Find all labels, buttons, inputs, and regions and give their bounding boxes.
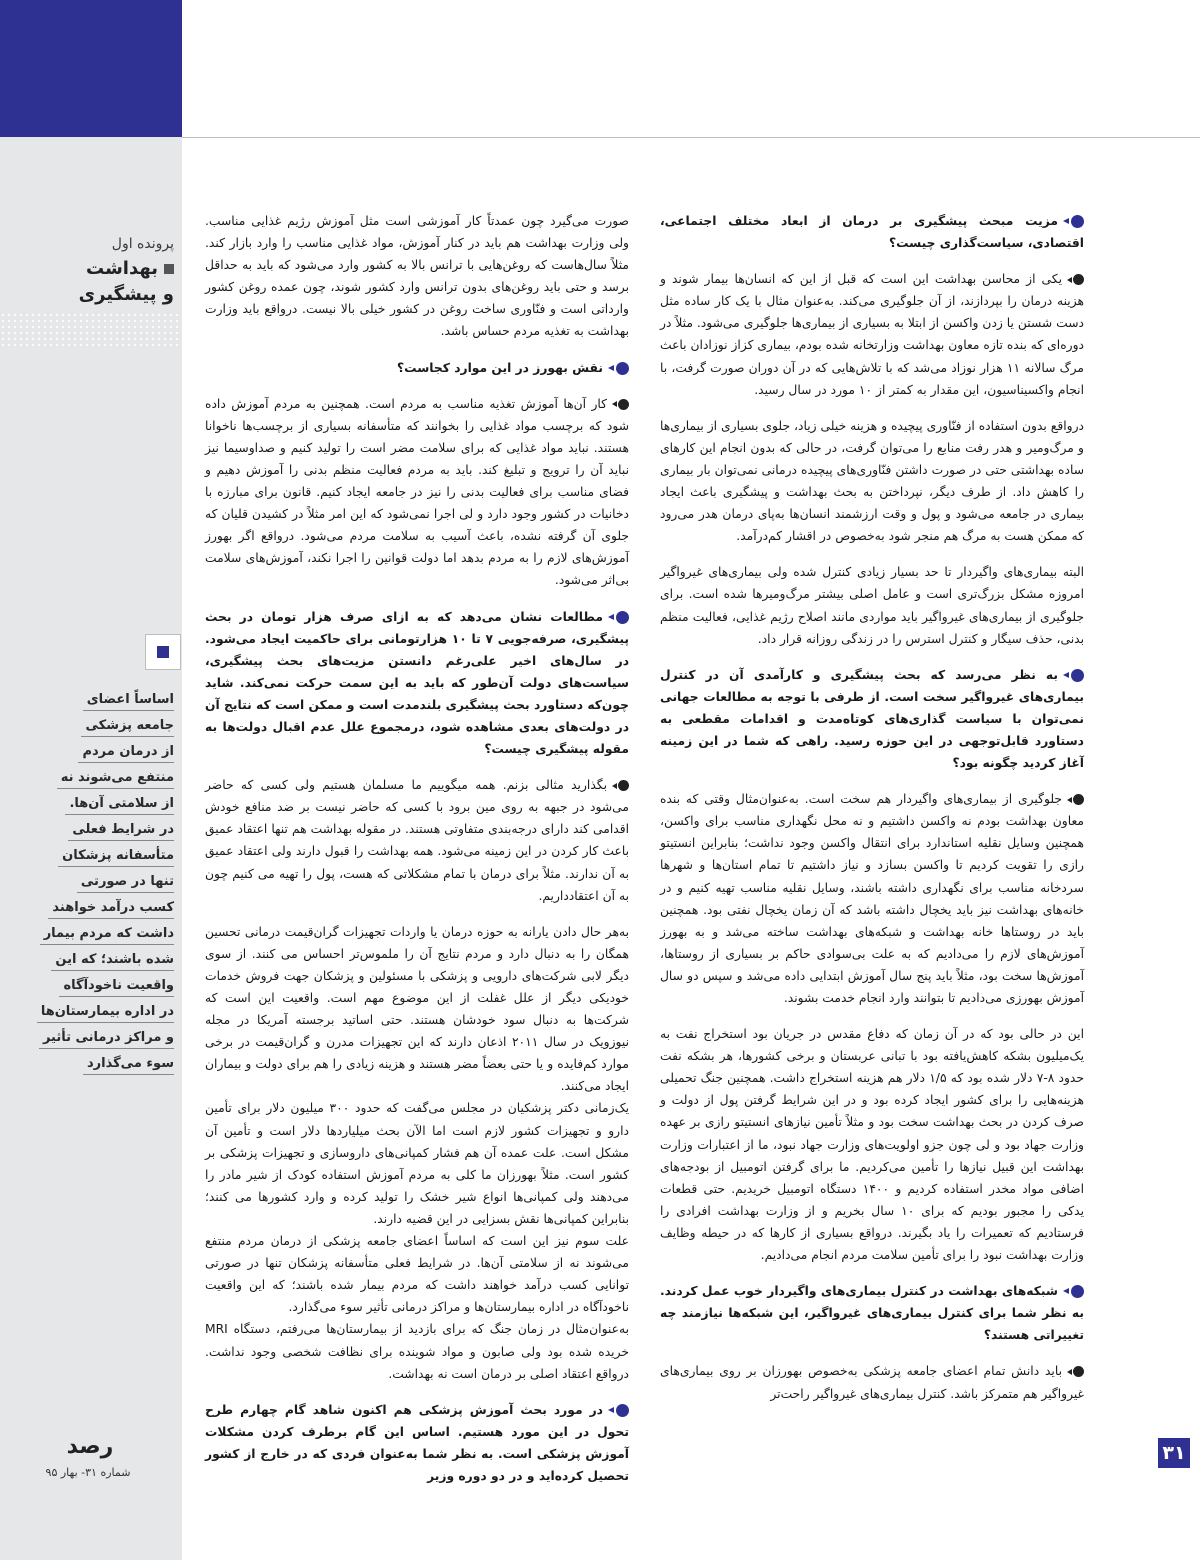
pull-quote-line [6,922,174,945]
interview-question [205,1399,629,1487]
answer-arrow-icon [611,399,629,410]
interview-answer [205,774,629,907]
pull-quote-text: اساساً اعضای [83,691,174,711]
paragraph-text: این در حالی بود که در آن زمان که دفاع مقدس در جریان بود استخراج نفت به یک‌میلیون بشکه کاهش‌یافته بود با تبانی عربستان و برخی کشورها، هر بشکه نفت حدود ۸-۷ دلار شده بود که ۱/۵ دلار هم هزینه استخراج داشت. همچنین جنگ تحمیلی هزینه‌هایی را برای کشور ایجاد کرده بود و در این شرایط گرفتن پول از دولت و صرف کردن در بحث بهداشت سخت بود و مثلاً تأمین نیازهای انستیتو رازی بر عهده وزارت جهاد بود و لی چون جزو اولویت‌های وزارت جهاد نبود، ما از اعتبارات وزارت بهداشت این قبیل نیازها را تأمین می‌کردیم. ما برای گرفتن اتومبیل از بودجه‌های اضافی مواد مخدر استفاده کردیم و ۱۴۰۰ دستگاه اتومبیل خریدیم. حتی قطعات یدکی را مجبور بودیم که برای ۱۰ سال بخریم و از وزارت بهداشت افرادی را فرستادیم که تعمیرات را یاد بگیرند. درواقع بسیاری از کارها که در حیطه وظایف وزارت بهداشت نبود را برای تأمین سلامت مردم انجام می‌دادیم. [660,1027,1084,1263]
pull-quote-text: کسب درآمد خواهند [48,899,174,919]
section-title [8,256,174,308]
body-paragraph [205,1318,629,1384]
sound-arrow-icon [607,611,629,624]
section-title-line-1: بهداشت [86,258,158,279]
pull-quote-line [6,766,174,789]
pull-quote [6,688,174,1078]
sound-arrow-icon [607,362,629,375]
paragraph-text: مزیت مبحث پیشگیری بر درمان از ابعاد مختلف اجتماعی، اقتصادی، سیاست‌گذاری چیست؟ [660,214,1084,251]
pull-quote-text: تنها در صورتی [77,873,174,893]
square-bullet-icon [164,264,174,274]
paragraph-text: البته بیماری‌های واگیردار تا حد بسیار زیادی کنترل شده ولی بیماری‌های غیرواگیر امروزه مشکل بزرگ‌تری است و عامل اصلی بیشتر مرگ‌ومیرها شده است. برای جلوگیری از بیماری‌های غیرواگیر باید مواردی مانند اصلاح رژیم غذایی، فعالیت منظم بدنی، حذف سیگار و کنترل استرس را در زندگی روزانه قرار داد. [660,565,1084,646]
pull-quote-line [6,1000,174,1023]
pull-quote-line [6,870,174,893]
interview-answer [205,393,629,592]
square-marker-icon [157,646,169,658]
paragraph-text: به نظر می‌رسد که بحث پیشگیری و کارآمدی آن در کنترل بیماری‌های غیرواگیر سخت است. از طرفی با توجه به مطالعات جهانی نمی‌توان با سیاست گذاری‌های کوتاه‌مدت و اقدامات مقطعی به دستاورد قابل‌توجهی در این حوزه رسید. راهی که شما در این زمینه آغاز کردید چگونه بود؟ [660,667,1084,771]
pull-quote-text: منتفع می‌شوند نه [57,769,174,789]
interview-question [660,210,1084,254]
interview-answer [660,788,1084,1009]
pull-quote-text: در اداره بیمارستان‌ها [37,1003,174,1023]
pull-quote-line [6,740,174,763]
body-paragraph [205,1097,629,1230]
pull-quote-text: و مراکز درمانی تأثیر [39,1029,174,1049]
paragraph-text: بگذارید مثالی بزنم. همه میگوییم ما مسلمان هستیم ولی کسی که حاضر می‌شود در جبهه به روی مین برود با کسی که حاضر نیست بر ضد منافع خودش اقدامی کند دارای درجه‌بندی متفاوتی هستند. در مقوله بهداشت هم تنها اعتقاد عمیق باعث کار کردن در این زمینه می‌شود. همه بهداشت را قبول دارند ولی اعتقاد عمیق به آن ندارند. مثلاً برای درمان با تمام مشکلاتی که هست، پول را تهیه می کنیم چون به آن اعتقادداریم. [205,778,629,903]
pull-quote-line [6,948,174,971]
interview-question [205,606,629,761]
answer-arrow-icon [1066,794,1084,805]
paragraph-text: صورت می‌گیرد چون عمدتاً کار آموزشی است مثل آموزش رژیم غذایی مناسب. ولی وزارت بهداشت هم باید در کنار آموزش، مواد غذایی مناسب را وارد بازار کند. مثلاً سال‌هاست که روغن‌هایی با ترانس بالا به کشور وارد می‌شود که باید به حداقل برسد و حتی باید روغن‌های بدون ترانس وارد کشور شوند، چون عمده روغن کشور وارداتی است و فنّاوری ساخت روغن در کشور خیلی بالا نیست. درواقع باید وزارت بهداشت به تغذیه مردم حساس باشد. [205,214,629,339]
pull-quote-marker [145,634,181,670]
pull-quote-text: سوء می‌گذارد [83,1055,174,1075]
pull-quote-text: شده باشند؛ که این [51,951,174,971]
article-column-left [205,210,629,1501]
sound-arrow-icon [1062,215,1084,228]
interview-answer [660,268,1084,401]
pull-quote-text: واقعیت ناخودآگاه [59,977,174,997]
paragraph-text: باید دانش تمام اعضای جامعه پزشکی به‌خصوص بهورزان بر روی بیماری‌های غیرواگیر هم متمرکز باشد. کنترل بیماری‌های غیرواگیر راحت‌تر [660,1364,1084,1401]
pull-quote-text: از سلامتی آن‌ها. [65,795,174,815]
pull-quote-text: متأسفانه پزشکان [58,847,174,867]
issue-info: شماره ۳۱- بهار ۹۵ [45,1466,131,1479]
interview-answer [660,1360,1084,1404]
pull-quote-line [6,818,174,841]
answer-arrow-icon [1066,274,1084,285]
pull-quote-text: از درمان مردم [78,743,174,763]
paragraph-text: کار آن‌ها آموزش تغذیه مناسب به مردم است. همچنین به مردم آموزش داده شود که برچسب مواد غذایی را بخوانند که متأسفانه بسیاری از برچسب‌ها ناخوانا هستند. نباید مواد غذایی که برای سلامت مضر است را تولید کنیم و صداوسیما نیز نباید آن را ترویج و تبلیغ کند. باید به مردم فعالیت منظم بدنی را آموزش دهیم و فضای مناسب برای فعالیت بدنی را نیز در جامعه ایجاد کنیم. قانون برای مبارزه با دخانیات در کشور وجود دارد و لی اجرا نمی‌شود که این امر مثلاً در کشیدن قلیان که جلوی آن گرفته نشده، باعث آسیب به سلامت مردم می‌شود. درواقع اگر بهورز آموزش‌های لازم را به مردم بدهد اما دولت قوانین را اجرا نکند، آموزش‌های سلامت بی‌اثر می‌شود. [205,396,629,588]
answer-arrow-icon [611,780,629,791]
pull-quote-line [6,1052,174,1075]
sound-arrow-icon [1062,669,1084,682]
interview-question [660,664,1084,774]
paragraph-text: به‌هر حال دادن یارانه به حوزه درمان یا واردات تجهیزات گران‌قیمت درمانی تحسین همگان را به دنبال دارد و مردم نتایج آن را ملموس‌تر احساس می کنند. از سوی دیگر لابی شرکت‌های دارویی و پزشکی با مسئولین و پزشکان جهت فروش خدمات خودیکی دیگر از علل غفلت از این موضوع مهم است. واقعیت این است که شرکت‌ها به دنبال سود خودشان هستند. حتی اساتید برجسته آمریکا در مجله نیوزویک در سال ۲۰۱۱ اذعان دارند که این تجهیزات مدرن و گران‌قیمت در برخی موارد کم‌فایده و یا حتی بعضاً مضر هستند و هزینه زیادی را هم برای دولت و بیماران ایجاد می‌کنند. [205,924,630,1094]
body-paragraph [205,1230,629,1318]
page-number: ۳۱ [1158,1438,1190,1468]
article-column-right [660,210,1084,1419]
paragraph-text: نقش بهورز در این موارد کجاست؟ [397,360,603,375]
pull-quote-text: داشت که مردم بیمار [40,925,174,945]
interview-question [205,357,629,379]
dot-pattern-band [0,312,182,350]
header-color-band [0,0,182,137]
header-rule [182,137,1200,138]
paragraph-text: مطالعات نشان می‌دهد که به ازای صرف هزار تومان در بحث پیشگیری، صرفه‌جویی ۷ تا ۱۰ هزارتومانی برای حاکمیت ایجاد می‌شود. در سال‌های اخیر علی‌رغم دانستن مزیت‌های بحث پیشگیری، سیاست‌های دولت آن‌طور که باید به این سمت حرکت نمی‌کند. شاید چون‌که دستاورد بحث پیشگیری بلندمدت است و ممکن است که نتایج آن در دولت‌های بعدی مشاهده شود، درمجموع علل عدم اقبال دولت‌ها به مقوله پیشگیری چیست؟ [205,609,629,757]
answer-arrow-icon [1066,1366,1084,1377]
paragraph-text: در مورد بحث آموزش پزشکی هم اکنون شاهد گام چهارم طرح تحول در این مورد هستیم. اساس این گام برطرف کردن مشکلات آموزش پزشکی است. به نظر شما به‌عنوان فردی که در خارج از کشور تحصیل کرده‌اید و در دو دوره وزیر [205,1402,629,1483]
sound-arrow-icon [1062,1285,1084,1298]
section-label: پرونده اول [111,236,174,252]
paragraph-text: یکی از محاسن بهداشت این است که قبل از این که انسان‌ها بیمار شوند و هزینه درمان را بپردازند، از آن جلوگیری می‌کند. به‌عنوان مثال با یک کار ساده مثل دست شستن یا زدن واکسن از ابتلا به بسیاری از بیماری‌ها جلوگیری می‌شود. مثلاً در دوره‌ای که بنده تازه معاون بهداشت وزارتخانه شده بودم، بیماری کزاز نوزادان باعث مرگ سالانه ۱۱ هزار نوزاد می‌شد که با تلاش‌هایی که در آن دوران صورت گرفت، با انجام واکسیناسیون، این مقدار به کمتر از ۱۰ مورد در سال رسید. [660,272,1085,397]
paragraph-text: درواقع بدون استفاده از فنّاوری پیچیده و هزینه خیلی زیاد، جلوی بسیاری از بیماری‌ها و مرگ‌ومیر و هدر رفت منابع را می‌توان گرفت، در حالی که بدون انجام این کارهای ساده بهداشتی حتی در صورت داشتن فنّاوری‌های پیچیده درمانی نمی‌توان بار بیماری را کاهش داد. از طرف دیگر، نپرداختن به بحث بهداشت و پیشگیری باعث ایجاد بیماری در جامعه می‌شود و پول و وقت ارزشمند انسان‌ها به‌پای درمان هدر می‌رود که ممکن هست به مرگ هم منجر شود به‌خصوص در اقشار کم‌درآمد. [660,418,1084,544]
magazine-logo: رصد [66,1434,114,1459]
pull-quote-line [6,844,174,867]
paragraph-text: علت سوم نیز این است که اساساً اعضای جامعه پزشکی از درمان مردم منتفع می‌شوند نه از سلامتی آن‌ها. در شرایط فعلی متأسفانه پزشکان تنها در صورتی توانایی کسب درآمد خواهند داشت که مردم بیمار شده باشند؛ که این واقعیت ناخودآگاه در اداره بیمارستان‌ها و مراکز درمانی تأثیر سوء می‌گذارد. [205,1234,629,1315]
pull-quote-line [6,688,174,711]
interview-question [660,1280,1084,1346]
body-paragraph [205,921,629,1098]
body-paragraph [205,210,629,343]
pull-quote-line [6,1026,174,1049]
paragraph-text: یک‌زمانی دکتر پزشکیان در مجلس می‌گفت که حدود ۳۰۰ میلیون دلار برای تأمین دارو و تجهیزات کشور لازم است اما الآن بحث میلیاردها دلار است و تأمین آن مشکل است. علت عمده آن هم فشار کمپانی‌های داروسازی و تجهیزات پزشکی بر کشور است. مثلاً بهورزان ما کلی به مردم آموزش استفاده کودک از شیر مادر را می‌دهند ولی کمپانی‌ها انواع شیر خشک را تولید کرده و وارد کشورها می‌ کنند؛ بنابراین کمپانی‌ها نقش بسزایی در این قضیه دارند. [205,1101,629,1226]
pull-quote-line [6,714,174,737]
body-paragraph [660,561,1084,649]
body-paragraph [660,415,1084,548]
paragraph-text: شبکه‌های بهداشت در کنترل بیماری‌های واگیردار خوب عمل کردند. به نظر شما برای کنترل بیماری‌های غیرواگیر، این شبکه‌ها نیازمند چه تغییراتی هستند؟ [660,1284,1084,1343]
pull-quote-text: جامعه پزشکی [81,717,174,737]
pull-quote-line [6,896,174,919]
section-title-line-2: و پیشگیری [78,284,174,305]
sound-arrow-icon [607,1404,629,1417]
paragraph-text: به‌عنوان‌مثال در زمان جنگ که برای بازدید از بیمارستان‌ها می‌رفتم، دستگاه MRI خریده شده بود ولی صابون و مواد شوینده برای نظافت شخصی وجود نداشت. درواقع اعتقاد اصلی بر درمان است نه بهداشت. [205,1322,629,1381]
paragraph-text: جلوگیری از بیماری‌های واگیردار هم سخت است. به‌عنوان‌مثال وقتی که بنده معاون بهداشت بودم نه واکسن داشتیم و نه محل نگهداری مناسب برای واکسن، همچنین وسایل نقلیه استاندارد برای انتقال واکسن وجود نداشت؛ بنابراین انستیتو رازی را تقویت کردیم تا واکسن بسازد و نیاز داشتیم تا تمام استان‌ها و شهرها سردخانه مناسب برای نگهداری داشته باشند، وسایل نقلیه مناسب تهیه کنیم و در خانه‌های بهداشت نیز باید یخچال داشته باشد که آن زمان یخچال نفتی بود. همچنین باید در روستاها خانه بهداشت و شبکه‌های بهداشت ساخته می‌شد و به بهورز آموزش‌های لازم را می‌دادیم که به علت بی‌سوادی حاکم بر بسیاری از روستاها، آموزش‌ها سخت بود، مثلاً باید پنج سال آموزش ابتدایی داده می‌شد و سپس دو سال آموزش بهورزی می‌دادیم تا بتوانند وارد انجام خدمت بشوند. [660,792,1084,1005]
pull-quote-text: در شرایط فعلی [68,821,174,841]
body-paragraph [660,1023,1084,1266]
pull-quote-line [6,974,174,997]
pull-quote-line [6,792,174,815]
